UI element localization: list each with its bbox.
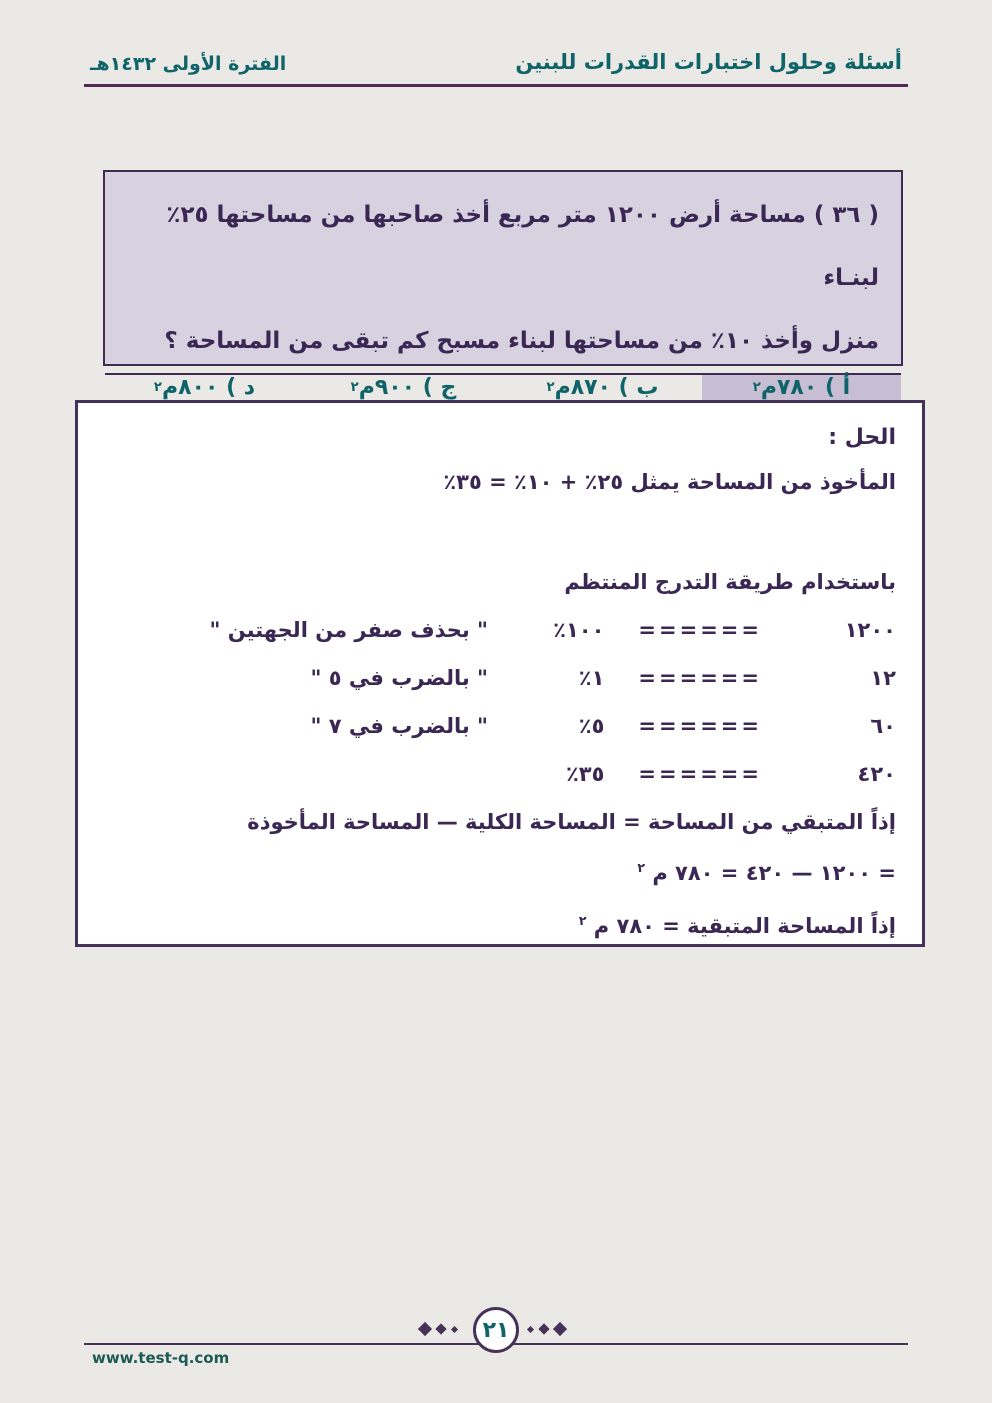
solution-step-4: [104, 757, 896, 791]
step-4-percent: ٣٥٪: [565, 762, 605, 786]
solution-result: [104, 906, 896, 941]
result-superscript: ٢: [578, 913, 587, 928]
step-3-note: " بالضرب في ٧ ": [310, 714, 488, 738]
step-1-percent: ١٠٠٪: [553, 618, 605, 642]
solution-box: [75, 400, 925, 947]
solution-taken-line: المأخوذ من المساحة يمثل ٢٥٪ + ١٠٪ = ٣٥٪: [443, 470, 896, 494]
header-divider: [84, 84, 908, 87]
step-4-value: ٤٢٠: [857, 762, 896, 786]
footer-ornament-left: [420, 1324, 457, 1334]
option-b-superscript: ٢: [546, 380, 555, 395]
step-3-value: ٦٠: [870, 714, 896, 738]
calc-text: = ١٢٠٠ — ٤٢٠ = ٧٨٠ م: [645, 861, 896, 885]
question-box: [103, 170, 903, 400]
step-1-value: ١٢٠٠: [844, 618, 896, 642]
step-2-percent: ١٪: [578, 666, 605, 690]
step-2-value: ١٢: [870, 666, 896, 690]
step-2-note: " بالضرب في ٥ ": [310, 666, 488, 690]
step-3-equation: [496, 714, 896, 738]
solution-remaining-rule: إذاً المتبقي من المساحة = المساحة الكلية — المساحة المأخوذة: [247, 810, 896, 834]
question-line-1: ( ٣٦ ) مساحة أرض ١٢٠٠ متر مربع أخذ صاحبها من مساحتها ٢٥٪ لبنـاء: [166, 202, 879, 291]
step-3-equals: ======: [638, 714, 762, 738]
footer-ornament-right: [528, 1324, 565, 1334]
option-b-label: ب ) ٨٧٠م: [554, 375, 659, 400]
question-line-2: منزل وأخذ ١٠٪ من مساحتها لبناء مسبح كم تبقى من المساحة ؟: [164, 328, 879, 354]
option-c-label: ج ) ٩٠٠م: [358, 375, 457, 400]
result-text: إذاً المساحة المتبقية = ٧٨٠ م: [586, 914, 896, 938]
solution-method-line: باستخدام طريقة التدرج المنتظم: [564, 570, 896, 594]
option-c[interactable]: [304, 375, 503, 400]
step-4-equals: ======: [638, 762, 762, 786]
header-period: الفترة الأولى ١٤٣٢هـ: [90, 53, 287, 75]
option-d[interactable]: [105, 375, 304, 400]
step-1-note: " بحذف صفر من الجهتين ": [209, 618, 488, 642]
solution-steps: [104, 613, 896, 791]
step-4-equation: [496, 762, 896, 786]
step-1-equals: ======: [638, 618, 762, 642]
solution-step-1: [104, 613, 896, 647]
option-d-superscript: ٢: [153, 380, 162, 395]
step-2-equals: ======: [638, 666, 762, 690]
option-d-label: د ) ٨٠٠م: [161, 375, 256, 400]
website-link[interactable]: www.test-q.com: [92, 1349, 230, 1367]
step-1-equation: [496, 618, 896, 642]
solution-calculation: [104, 853, 896, 888]
option-a-label: أ ) ٧٨٠م: [760, 375, 851, 400]
answer-options-row: [105, 373, 901, 400]
solution-step-3: [104, 709, 896, 743]
step-3-percent: ٥٪: [578, 714, 605, 738]
option-a-superscript: ٢: [752, 380, 761, 395]
question-text: [105, 172, 901, 373]
page-number-badge: [473, 1307, 519, 1353]
option-b[interactable]: [503, 375, 702, 400]
page-number: ٢١: [482, 1317, 510, 1343]
calc-superscript: ٢: [637, 860, 646, 875]
step-2-equation: [496, 666, 896, 690]
option-c-superscript: ٢: [350, 380, 359, 395]
header-title: أسئلة وحلول اختبارات القدرات للبنين: [515, 50, 902, 74]
solution-step-2: [104, 661, 896, 695]
solution-title: الحل :: [828, 425, 896, 450]
option-a[interactable]: [702, 375, 901, 400]
